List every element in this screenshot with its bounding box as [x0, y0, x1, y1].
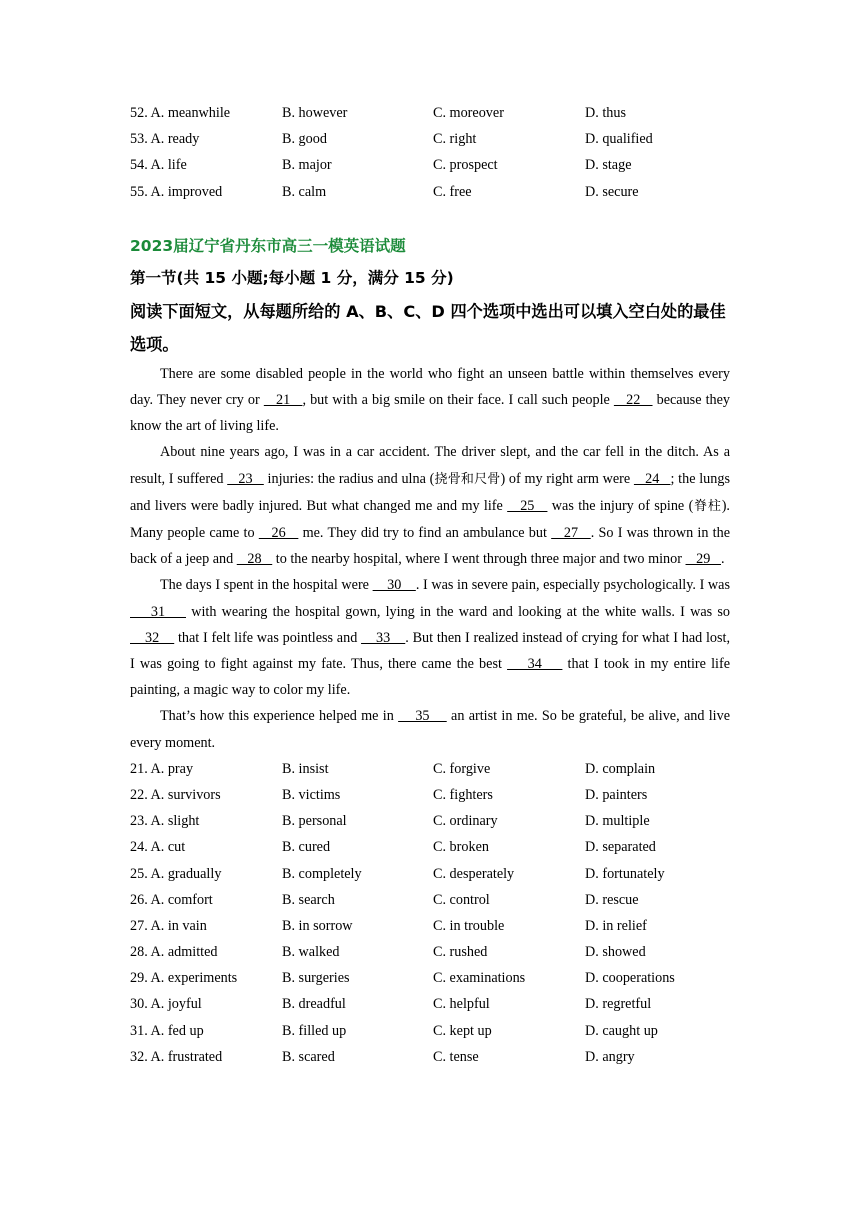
option-a: 28. A. admitted [130, 944, 218, 961]
option-d: D. rescue [585, 891, 639, 908]
option-row-32 [130, 1044, 730, 1070]
option-d: D. multiple [585, 813, 650, 830]
option-b: B. in sorrow [282, 917, 353, 934]
option-row-52 [130, 100, 730, 126]
option-a: 55. A. improved [130, 183, 223, 200]
option-row-53 [130, 126, 730, 152]
option-d: D. angry [585, 1048, 635, 1065]
option-a: 53. A. ready [130, 131, 200, 148]
option-a: 26. A. comfort [130, 891, 213, 908]
top-options-block [130, 100, 730, 205]
blank-21: 21 [263, 391, 303, 408]
option-b: B. personal [282, 813, 347, 830]
option-row-54 [130, 152, 730, 178]
option-c: C. fighters [433, 786, 493, 803]
passage-text: to the nearby hospital, where I went through three major and two minor [272, 551, 686, 568]
option-row-30 [130, 991, 730, 1017]
option-d: D. complain [585, 760, 656, 777]
option-b: B. walked [282, 944, 340, 961]
option-c: C. free [433, 183, 472, 200]
option-a: 24. A. cut [130, 839, 186, 856]
option-c: C. forgive [433, 760, 491, 777]
option-a: 30. A. joyful [130, 996, 202, 1013]
passage-paragraph-4 [130, 703, 730, 755]
blank-32: 32 [130, 629, 175, 646]
passage-paragraph-1 [130, 361, 730, 440]
option-a: 25. A. gradually [130, 865, 222, 882]
passage-paragraph-2 [130, 439, 730, 572]
passage-text: . I was in severe pain, especially psychologically. I was [415, 577, 731, 594]
passage-text: That’s how this experience helped me in [160, 708, 399, 725]
option-a: 23. A. slight [130, 813, 200, 830]
option-a: 27. A. in vain [130, 917, 207, 934]
option-a: 31. A. fed up [130, 1022, 204, 1039]
option-c: C. rushed [433, 944, 488, 961]
passage-text: was the injury of spine ( [547, 497, 694, 514]
option-c: C. tense [433, 1048, 479, 1065]
option-a: 29. A. experiments [130, 970, 238, 987]
blank-29: 29 [685, 551, 721, 568]
option-c: C. prospect [433, 157, 498, 174]
option-c: C. right [433, 131, 477, 148]
option-a: 32. A. frustrated [130, 1048, 223, 1065]
option-b: B. dreadful [282, 996, 346, 1013]
passage-text: ) of my right arm were [500, 470, 634, 487]
option-row-22 [130, 782, 730, 808]
passage-text: . So I was thrown in the back of a jeep and [130, 524, 730, 568]
passage-text: because they know the art of living life. [130, 391, 731, 435]
passage-text: The days I spent in the hospital were [160, 577, 373, 594]
option-a: 21. A. pray [130, 760, 194, 777]
option-b: B. calm [282, 183, 327, 200]
blank-30: 30 [372, 577, 416, 594]
section-header: 第一节(共 15 小题;每小题 1 分，满分 15 分) [130, 268, 454, 287]
option-b: B. completely [282, 865, 362, 882]
exam-page [130, 100, 730, 1070]
blank-23: 23 [227, 470, 264, 487]
option-row-28 [130, 939, 730, 965]
option-d: D. cooperations [585, 970, 675, 987]
passage-text: ). Many people came to [130, 497, 730, 541]
option-c: C. kept up [433, 1022, 492, 1039]
option-d: D. thus [585, 105, 626, 121]
passage-text: . But then I realized instead of crying for what I had lost, I was going to fight against my fate. Thus, there came the best [130, 629, 731, 672]
passage-text: an artist in me. So be grateful, be alive, and live every moment. [130, 708, 731, 751]
option-b: B. filled up [282, 1022, 347, 1039]
passage-text: injuries: the radius and ulna ( [263, 470, 435, 487]
option-row-55 [130, 179, 730, 205]
passage-paragraph-3 [130, 572, 730, 703]
option-row-27 [130, 913, 730, 939]
option-b: B. cured [282, 839, 331, 856]
option-a: 22. A. survivors [130, 786, 221, 803]
passage-text: that I felt life was pointless and [174, 629, 362, 646]
option-row-25 [130, 861, 730, 887]
option-b: B. search [282, 891, 335, 908]
option-c: C. helpful [433, 996, 490, 1013]
option-c: C. moreover [433, 105, 504, 121]
option-c: C. broken [433, 839, 489, 856]
option-d: D. qualified [585, 131, 653, 148]
options-list [130, 756, 730, 1070]
chinese-gloss: 脊柱 [693, 498, 722, 514]
option-row-31 [130, 1018, 730, 1044]
option-d: D. painters [585, 786, 648, 803]
passage-text: that I took in my entire life painting, a magic way to color my life. [130, 655, 730, 699]
option-b: B. surgeries [282, 970, 350, 987]
option-d: D. regretful [585, 996, 652, 1013]
passage-text: ; the lungs and livers were badly injured. But what changed me and my life [130, 470, 730, 514]
option-row-29 [130, 965, 730, 991]
blank-34: 34 [507, 655, 563, 672]
option-d: D. caught up [585, 1022, 658, 1039]
option-c: C. examinations [433, 970, 526, 987]
option-d: D. fortunately [585, 865, 665, 882]
option-row-26 [130, 887, 730, 913]
option-d: D. separated [585, 839, 656, 856]
blank-26: 26 [258, 524, 299, 541]
option-b: B. major [282, 157, 332, 174]
passage-text: me. They did try to find an ambulance but [298, 524, 552, 541]
passage-text: . [720, 551, 725, 568]
blank-25: 25 [507, 497, 548, 514]
option-b: B. insist [282, 760, 329, 777]
option-c: C. control [433, 891, 490, 908]
option-b: B. good [282, 131, 327, 148]
blank-31: 31 [130, 603, 186, 620]
passage-text: , but with a big smile on their face. I call such people [302, 391, 614, 408]
option-d: D. showed [585, 944, 646, 961]
blank-22: 22 [613, 391, 653, 408]
passage-text: There are some disabled people in the world who fight an unseen battle within themselves every day. They never cry or [130, 365, 730, 408]
option-d: D. stage [585, 157, 632, 174]
option-a: 52. A. meanwhile [130, 105, 231, 121]
blank-35: 35 [398, 708, 447, 725]
passage-text: About nine years ago, I was in a car accident. The driver slept, and the car fell in the ditch. As a result, I suffered [130, 444, 730, 487]
chinese-gloss: 挠骨和尺骨 [434, 471, 501, 487]
option-row-23 [130, 808, 730, 834]
option-a: 54. A. life [130, 157, 187, 174]
option-b: B. however [282, 105, 348, 121]
option-row-24 [130, 834, 730, 860]
blank-27: 27 [551, 524, 591, 541]
blank-28: 28 [236, 551, 273, 568]
option-c: C. desperately [433, 865, 515, 882]
passage-text: with wearing the hospital gown, lying in the ward and looking at the white walls. I was so [186, 603, 731, 620]
option-c: C. in trouble [433, 917, 505, 934]
option-d: D. secure [585, 183, 639, 200]
option-d: D. in relief [585, 917, 647, 934]
option-row-21 [130, 756, 730, 782]
instruction-text: 阅读下面短文，从每题所给的 A、B、C、D 四个选项中选出可以填入空白处的最佳选项。 [130, 301, 726, 354]
option-b: B. victims [282, 786, 341, 803]
option-c: C. ordinary [433, 813, 498, 830]
blank-33: 33 [361, 629, 406, 646]
blank-24: 24 [633, 470, 671, 487]
exam-title: 2023届辽宁省丹东市高三一模英语试题 [130, 236, 406, 255]
option-b: B. scared [282, 1048, 335, 1065]
